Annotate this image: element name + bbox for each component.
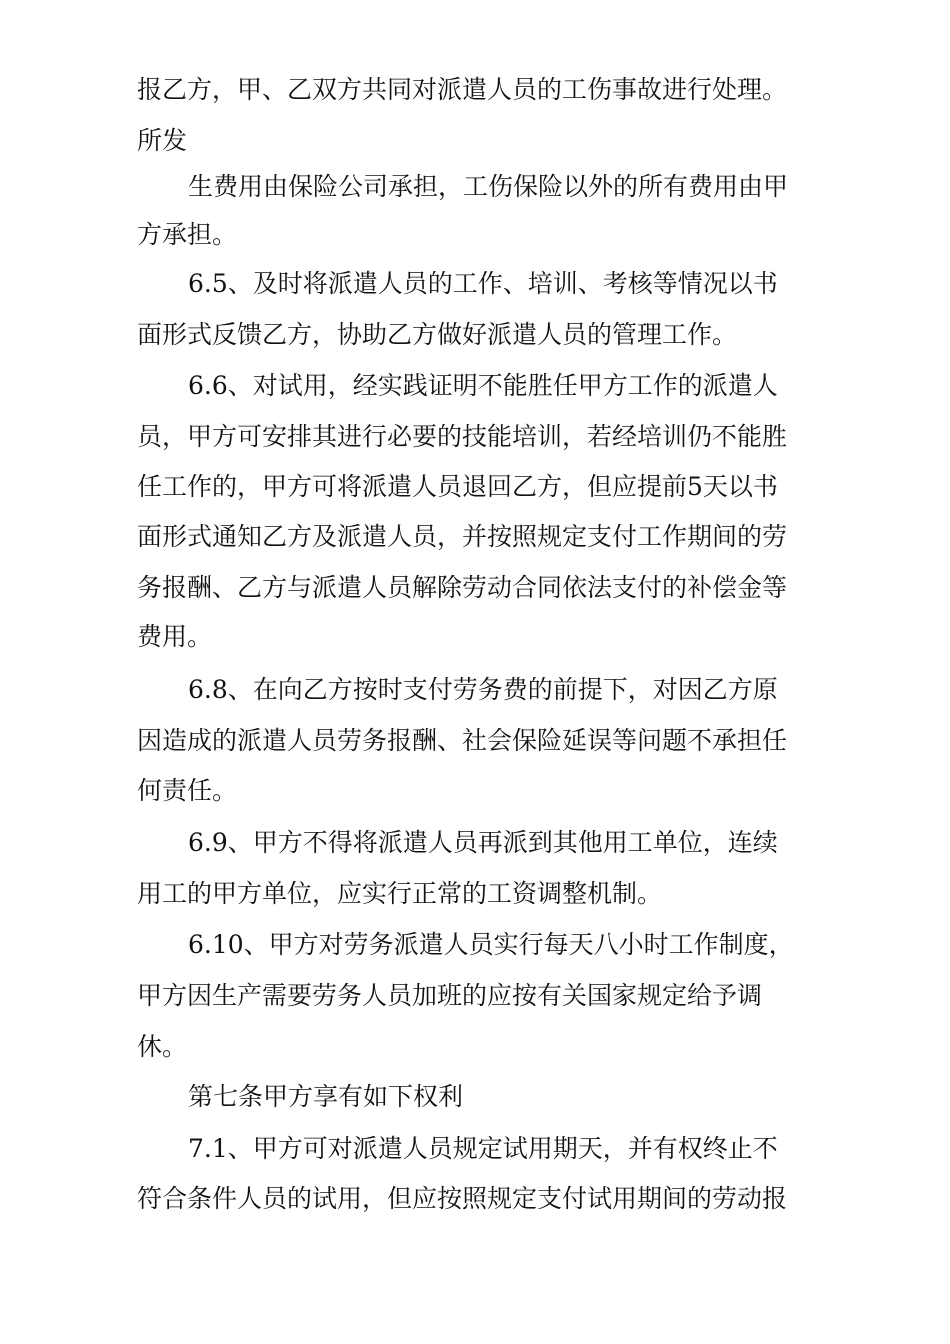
text-line: 因造成的派遣人员劳务报酬、社会保险延误等问题不承担任 (137, 726, 788, 755)
text-line: 所发 (137, 126, 188, 155)
text-line: 报乙方，甲、乙双方共同对派遣人员的工伤事故进行处理。 (137, 75, 788, 104)
text-line: 用工的甲方单位，应实行正常的工资调整机制。 (137, 879, 663, 908)
text-line: 6.10、甲方对劳务派遣人员实行每天八小时工作制度， (188, 930, 794, 959)
text-line: 6.5、及时将派遣人员的工作、培训、考核等情况以书 (188, 269, 778, 298)
text-line: 费用。 (137, 622, 213, 651)
text-line: 务报酬、乙方与派遣人员解除劳动合同依法支付的补偿金等 (137, 573, 788, 602)
text-line: 员，甲方可安排其进行必要的技能培训，若经培训仍不能胜 (137, 422, 788, 451)
text-line: 符合条件人员的试用，但应按照规定支付试用期间的劳动报 (137, 1184, 788, 1213)
text-line: 何责任。 (137, 776, 238, 805)
text-line: 7.1、甲方可对派遣人员规定试用期天，并有权终止不 (188, 1134, 778, 1163)
text-line: 生费用由保险公司承担，工伤保险以外的所有费用由甲 (188, 172, 789, 201)
text-line: 休。 (137, 1032, 188, 1061)
text-line: 面形式通知乙方及派遣人员，并按照规定支付工作期间的劳 (137, 522, 788, 551)
text-line: 甲方因生产需要劳务人员加班的应按有关国家规定给予调 (137, 981, 763, 1010)
text-line: 任工作的，甲方可将派遣人员退回乙方，但应提前5天以书 (137, 472, 778, 501)
text-line: 6.8、在向乙方按时支付劳务费的前提下，对因乙方原 (188, 675, 778, 704)
text-line: 面形式反馈乙方，协助乙方做好派遣人员的管理工作。 (137, 320, 738, 349)
text-line: 6.9、甲方不得将派遣人员再派到其他用工单位，连续 (188, 828, 778, 857)
text-line: 方承担。 (137, 220, 238, 249)
text-line: 6.6、对试用，经实践证明不能胜任甲方工作的派遣人 (188, 371, 778, 400)
section-heading: 第七条甲方享有如下权利 (188, 1082, 464, 1111)
